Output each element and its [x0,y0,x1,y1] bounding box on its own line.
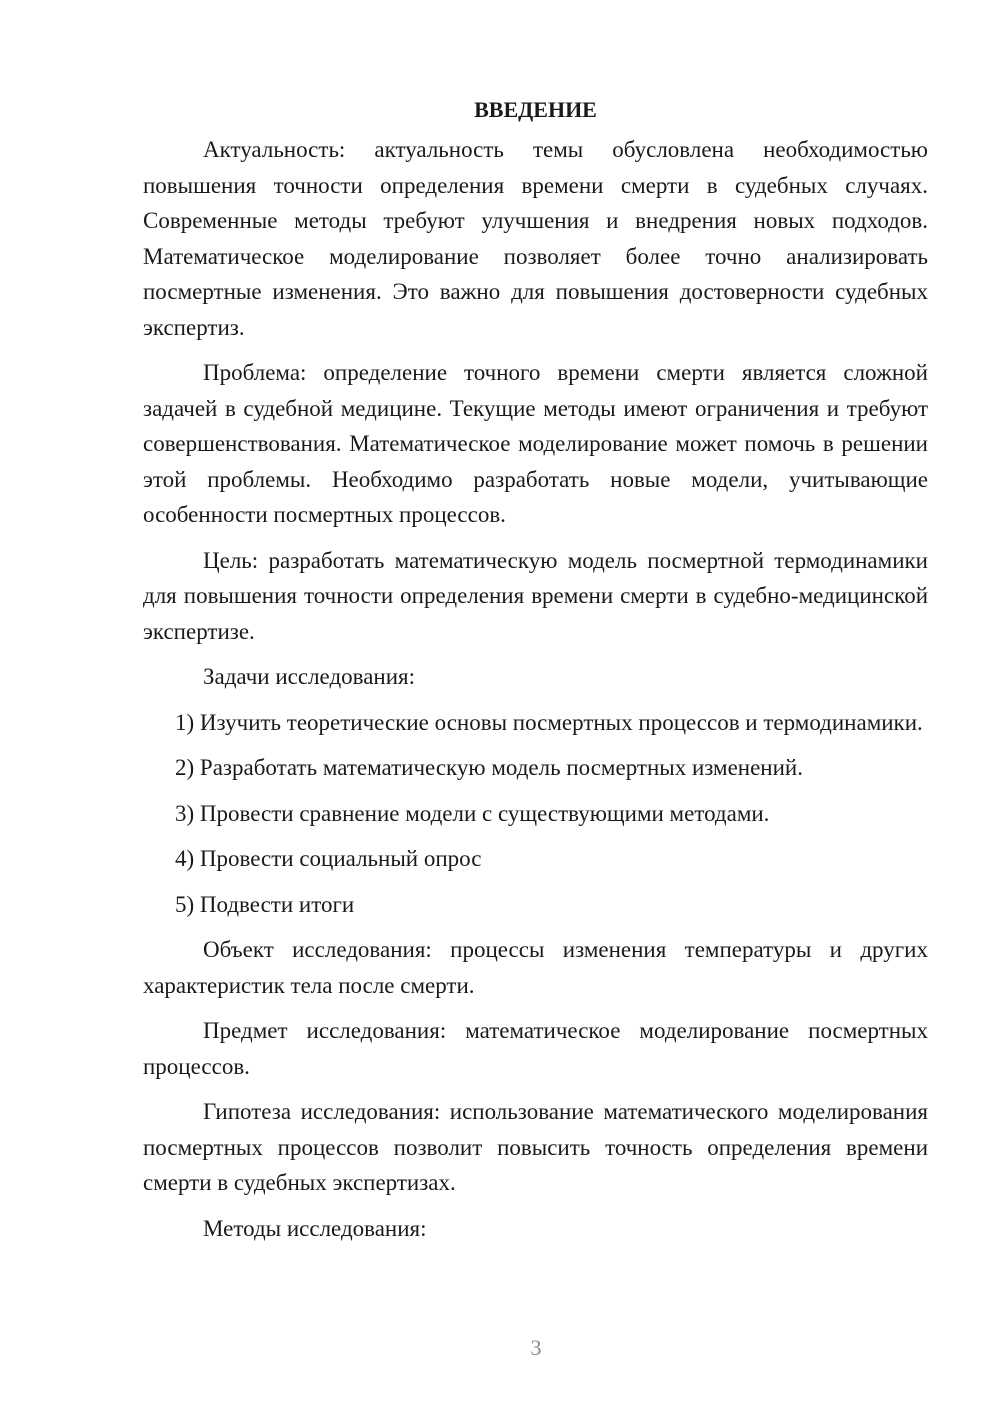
paragraph-tasks-intro: Задачи исследования: [203,664,416,689]
list-item-task-5: 5) Подвести итоги [175,891,355,917]
page-title: ВВЕДЕНИЕ [474,97,597,122]
list-item-task-1: 1) Изучить теоретические основы посмертных процессов и термодинамики. [175,709,923,735]
list-item-task-3: 3) Провести сравнение модели с существующими методами. [175,800,770,826]
paragraph-object: Объект исследования: процессы изменения температуры и других характеристик тела после смерти. [143,937,928,998]
page-content [143,92,928,1256]
list-item-task-4: 4) Провести социальный опрос [175,846,482,871]
paragraph-methods-intro: Методы исследования: [203,1215,427,1241]
paragraph-relevance: Актуальность: актуальность темы обусловлена необходимостью повышения точности определения времени смерти в судебных случаях. Современные методы требуют улучшения и внедрения новых подходов. Математическое моделирование позволяет более точно анализировать посмертные изменения. Это важно для повышения достоверности судебных экспертиз. [143,137,928,340]
paragraph-goal: Цель: разработать математическую модель посмертной термодинамики для повышения точности определения времени смерти в судебно-медицинской экспертизе. [143,547,928,644]
list-item-task-2: 2) Разработать математическую модель посмертных изменений. [175,755,803,780]
paragraph-problem: Проблема: определение точного времени смерти является сложной задачей в судебной медицине. Текущие методы имеют ограничения и требуют совершенствования. Математическое моделирование может помочь в решении этой проблемы. Необходимо разработать новые модели, учитывающие особенности посмертных процессов. [143,360,928,527]
paragraph-subject: Предмет исследования: математическое моделирование посмертных процессов. [143,1018,928,1079]
page-number: 3 [530,1335,542,1360]
paragraph-hypothesis: Гипотеза исследования: использование математического моделирования посмертных процессов позволит повысить точность определения времени смерти в судебных экспертизах. [143,1099,928,1195]
